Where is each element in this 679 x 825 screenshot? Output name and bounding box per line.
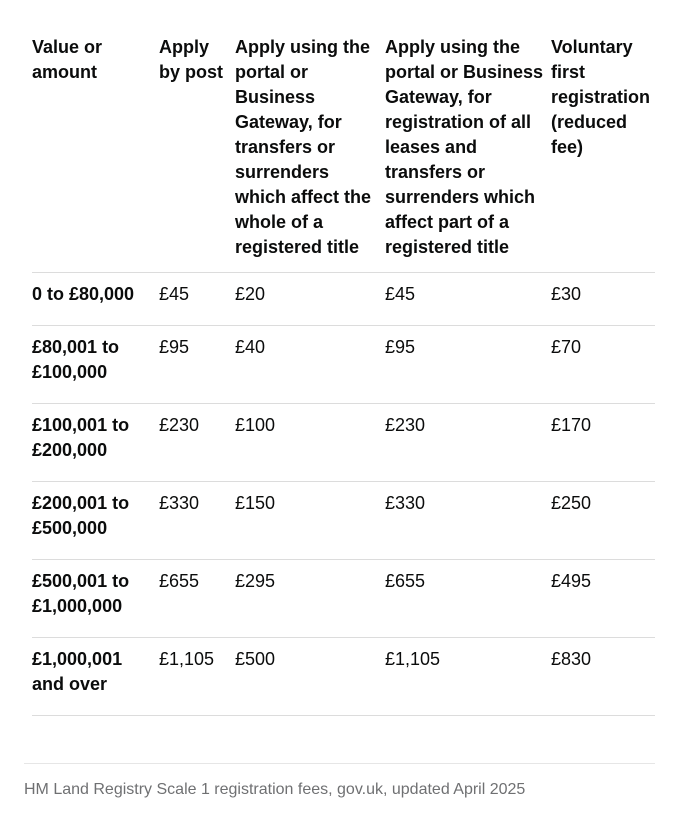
- cell-voluntary-first-registration: £830: [551, 638, 655, 716]
- cell-portal-whole-title: £295: [235, 560, 385, 638]
- row-value-band: 0 to £80,000: [32, 273, 159, 326]
- row-value-band: £1,000,001 and over: [32, 638, 159, 716]
- cell-portal-part-title: £1,105: [385, 638, 551, 716]
- cell-portal-part-title: £230: [385, 404, 551, 482]
- table-row: [32, 482, 655, 560]
- cell-apply-by-post: £95: [159, 326, 235, 404]
- cell-voluntary-first-registration: £70: [551, 326, 655, 404]
- row-value-band: £80,001 to £100,000: [32, 326, 159, 404]
- header-voluntary-first-registration: Voluntary first registration (reduced fee): [551, 32, 655, 273]
- header-portal-part-title: Apply using the portal or Business Gateway, for registration of all leases and transfers or surrenders which affect part of a registered title: [385, 32, 551, 273]
- row-value-band: £200,001 to £500,000: [32, 482, 159, 560]
- cell-portal-whole-title: £40: [235, 326, 385, 404]
- table-caption: HM Land Registry Scale 1 registration fees, gov.uk, updated April 2025: [24, 781, 526, 798]
- cell-voluntary-first-registration: £30: [551, 273, 655, 326]
- cell-apply-by-post: £655: [159, 560, 235, 638]
- table-row: [32, 638, 655, 716]
- cell-portal-whole-title: £150: [235, 482, 385, 560]
- cell-portal-whole-title: £20: [235, 273, 385, 326]
- header-apply-by-post: Apply by post: [159, 32, 235, 273]
- cell-portal-part-title: £330: [385, 482, 551, 560]
- table-row: [32, 273, 655, 326]
- cell-portal-part-title: £45: [385, 273, 551, 326]
- cell-portal-whole-title: £500: [235, 638, 385, 716]
- cell-portal-part-title: £655: [385, 560, 551, 638]
- fees-table-container: [32, 32, 655, 716]
- row-value-band: £100,001 to £200,000: [32, 404, 159, 482]
- cell-apply-by-post: £330: [159, 482, 235, 560]
- table-row: [32, 404, 655, 482]
- cell-voluntary-first-registration: £495: [551, 560, 655, 638]
- row-value-band: £500,001 to £1,000,000: [32, 560, 159, 638]
- cell-portal-whole-title: £100: [235, 404, 385, 482]
- cell-voluntary-first-registration: £250: [551, 482, 655, 560]
- table-row: [32, 326, 655, 404]
- header-value-or-amount: Value or amount: [32, 32, 159, 273]
- cell-apply-by-post: £230: [159, 404, 235, 482]
- cell-apply-by-post: £45: [159, 273, 235, 326]
- cell-portal-part-title: £95: [385, 326, 551, 404]
- table-header-row: [32, 32, 655, 273]
- cell-voluntary-first-registration: £170: [551, 404, 655, 482]
- header-portal-whole-title: Apply using the portal or Business Gateway, for transfers or surrenders which affect the whole of a registered title: [235, 32, 385, 273]
- cell-apply-by-post: £1,105: [159, 638, 235, 716]
- table-row: [32, 560, 655, 638]
- caption-divider: [24, 763, 655, 764]
- fees-table: [32, 32, 655, 716]
